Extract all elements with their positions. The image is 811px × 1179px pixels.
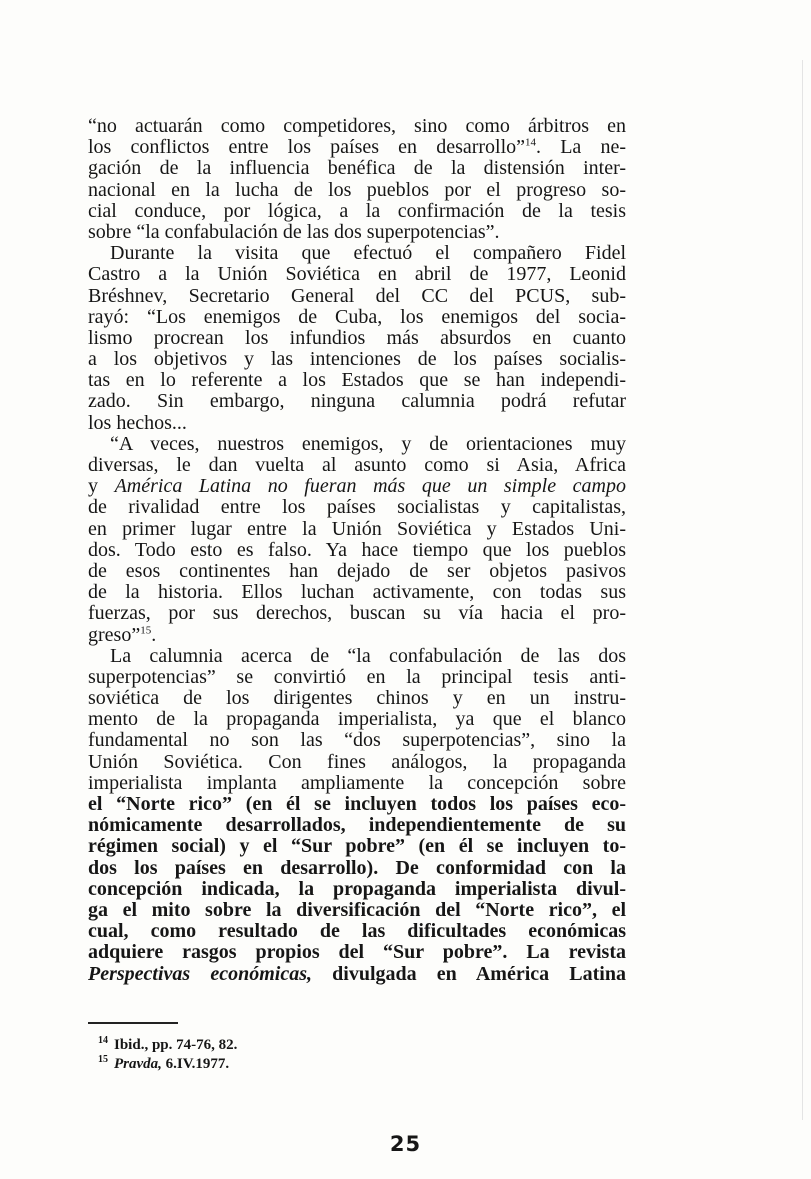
footnote-mark: 15 bbox=[98, 1054, 108, 1065]
text-line: imperialista implanta ampliamente la concepción sobre bbox=[88, 771, 626, 794]
text-line: Castro a la Unión Soviética en abril de 1977, Leonid bbox=[88, 263, 626, 286]
text-line: La calumnia acerca de “la confabulación de las dos bbox=[110, 644, 626, 667]
text-line: fundamental no son las “dos superpotencias”, sino la bbox=[88, 729, 626, 752]
text-line: gación de la influencia benéfica de la distensión inter- bbox=[88, 157, 626, 180]
text-line: superpotencias” se convirtió en la principal tesis anti- bbox=[88, 665, 626, 688]
text-line: lismo procrean los infundios más absurdos en cuanto bbox=[88, 326, 626, 349]
text-line: en primer lugar entre la Unión Soviética y Estados Uni- bbox=[88, 517, 626, 540]
text-line: de rivalidad entre los países socialistas y capitalistas, bbox=[88, 496, 626, 519]
page-edge-shadow bbox=[802, 60, 803, 1120]
footnote-reference: 14 bbox=[525, 136, 537, 149]
text-line: nómicamente desarrollados, independientemente de su bbox=[88, 814, 626, 837]
text-line: ga el mito sobre la diversificación del “Norte rico”, el bbox=[88, 898, 626, 921]
text-line: rayó: “Los enemigos de Cuba, los enemigos del socia- bbox=[88, 305, 626, 328]
text-line: “A veces, nuestros enemigos, y de orientaciones muy bbox=[110, 432, 626, 455]
footnote-mark: 14 bbox=[98, 1035, 108, 1046]
text-line: cial conduce, por lógica, a la confirmación de la tesis bbox=[88, 199, 626, 222]
text-line: adquiere rasgos propios del “Sur pobre”. La revista bbox=[88, 941, 626, 964]
text-line: los conflictos entre los países en desarrollo”$^{14}$. La ne- bbox=[88, 136, 626, 159]
text-line: fuerzas, por sus derechos, buscan su vía hacia el pro- bbox=[88, 602, 626, 625]
text-line: Bréshnev, Secretario General del CC del PCUS, sub- bbox=[88, 284, 626, 307]
text-line: nacional en la lucha de los pueblos por el progreso so- bbox=[88, 178, 626, 201]
footnote-rule bbox=[88, 1022, 178, 1024]
text-line: cual, como resultado de las dificultades económicas bbox=[88, 920, 626, 943]
text-line: greso”$^{15}$. bbox=[88, 623, 157, 646]
text-line: de la historia. Ellos luchan activamente, con todas sus bbox=[88, 581, 626, 604]
footnote-text: Pravda, 6.IV.1977. bbox=[114, 1056, 230, 1072]
text-line: los hechos... bbox=[88, 411, 187, 434]
text-line: régimen social) y el “Sur pobre” (en él se incluyen to- bbox=[88, 835, 626, 858]
text-line: concepción indicada, la propaganda imperialista divul- bbox=[88, 877, 626, 900]
footnote-text: Ibid., pp. 74-76, 82. bbox=[114, 1037, 238, 1053]
footnotes bbox=[98, 1036, 237, 1074]
text-line: el “Norte rico” (en él se incluyen todos los países eco- bbox=[88, 793, 626, 815]
text-line: tas en lo referente a los Estados que se han independi- bbox=[88, 369, 626, 392]
text-line: zado. Sin embargo, ninguna calumnia podrá refutar bbox=[88, 390, 626, 413]
page-number: 25 bbox=[389, 1132, 422, 1156]
footnote-item bbox=[98, 1036, 237, 1055]
text-line: diversas, le dan vuelta al asunto como si Asia, Africa bbox=[88, 454, 626, 476]
text-line: Perspectivas económicas, divulgada en América Latina bbox=[88, 962, 626, 985]
footnote-reference: 15 bbox=[140, 623, 152, 636]
text-line: y América Latina no fueran más que un simple campo bbox=[88, 475, 626, 498]
text-fragment: . bbox=[151, 623, 157, 646]
footnote-item bbox=[98, 1055, 237, 1074]
body-text bbox=[88, 116, 626, 985]
text-line: Unión Soviética. Con fines análogos, la propaganda bbox=[88, 750, 626, 773]
text-line: “no actuarán como competidores, sino como árbitros en bbox=[88, 115, 626, 137]
text-line: de esos continentes han dejado de ser objetos pasivos bbox=[88, 559, 626, 582]
text-line: a los objetivos y las intenciones de los países socialis- bbox=[88, 348, 626, 371]
text-line: sobre “la confabulación de las dos superpotencias”. bbox=[88, 220, 500, 243]
text-line: dos los países en desarrollo). De conformidad con la bbox=[88, 856, 626, 879]
text-fragment: . La ne- bbox=[536, 136, 626, 159]
text-line: mento de la propaganda imperialista, ya que el blanco bbox=[88, 708, 626, 731]
text-line: soviética de los dirigentes chinos y en un instru- bbox=[88, 687, 626, 710]
text-line: dos. Todo esto es falso. Ya hace tiempo que los pueblos bbox=[88, 538, 626, 561]
text-line: Durante la visita que efectuó el compañero Fidel bbox=[110, 242, 626, 265]
